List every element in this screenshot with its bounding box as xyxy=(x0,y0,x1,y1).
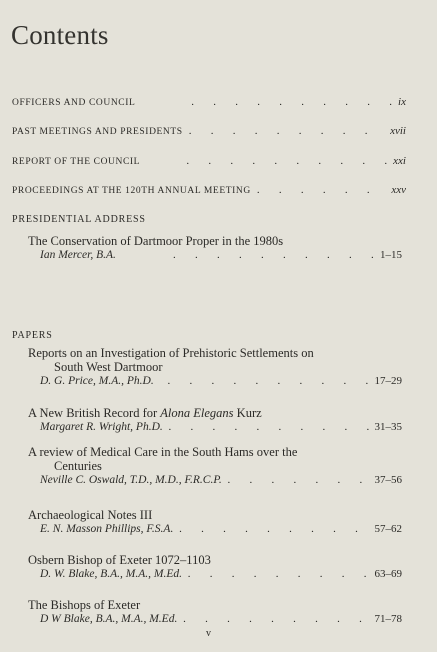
entry-title: The Conservation of Dartmoor Proper in the 1980s xyxy=(28,234,284,248)
entry-pages: 63–69 xyxy=(374,568,402,580)
toc-row-report xyxy=(12,155,406,167)
dot-leader xyxy=(183,612,368,626)
entry-author: D. G. Price, M.A., Ph.D. xyxy=(40,375,154,387)
entry-byline xyxy=(28,374,402,388)
toc-row-page: ix xyxy=(398,96,406,108)
dot-leader xyxy=(228,473,369,487)
toc-entry-paper xyxy=(28,553,402,581)
toc-row-page: xxv xyxy=(391,184,406,196)
toc-row-page: xvii xyxy=(390,125,406,137)
entry-pages: 37–56 xyxy=(374,474,402,486)
entry-byline xyxy=(28,473,402,487)
entry-pages: 71–78 xyxy=(374,613,402,625)
toc-entry-paper xyxy=(28,406,402,434)
entry-title xyxy=(28,346,402,374)
entry-title: Osbern Bishop of Exeter 1072–1103 xyxy=(28,553,211,567)
page-title: Contents xyxy=(11,20,109,50)
entry-byline xyxy=(28,567,402,581)
entry-pages: 17–29 xyxy=(374,375,402,387)
papers-heading: PAPERS xyxy=(12,330,53,341)
toc-row-past-meetings xyxy=(12,125,406,137)
entry-title-line: Reports on an Investigation of Prehistoric Settlements on xyxy=(28,346,314,360)
dot-leader xyxy=(122,248,374,262)
toc-entry-paper xyxy=(28,508,402,536)
entry-pages: 1–15 xyxy=(380,249,402,261)
entry-byline xyxy=(28,612,402,626)
toc-entry-paper xyxy=(28,445,402,487)
entry-author: D W Blake, B.A., M.A., M.Ed. xyxy=(40,613,178,625)
dot-leader xyxy=(169,420,369,434)
dot-leader xyxy=(257,184,386,196)
dot-leader xyxy=(141,96,392,108)
entry-pages: 31–35 xyxy=(374,421,402,433)
entry-byline xyxy=(28,522,402,536)
toc-row-label: OFFICERS AND COUNCIL xyxy=(12,98,136,108)
entry-title xyxy=(28,406,402,420)
dot-leader xyxy=(160,374,369,388)
toc-row-label: PROCEEDINGS AT THE 120TH ANNUAL MEETING xyxy=(12,186,251,196)
toc-row-proceedings xyxy=(12,184,406,196)
dot-leader xyxy=(188,567,368,581)
entry-title-continuation: South West Dartmoor xyxy=(54,360,163,374)
page-folio: v xyxy=(206,628,211,639)
toc-entry-paper xyxy=(28,598,402,626)
toc-row-page: xxi xyxy=(393,155,406,167)
presidential-heading: PRESIDENTIAL ADDRESS xyxy=(12,214,146,225)
entry-author: D. W. Blake, B.A., M.A., M.Ed. xyxy=(40,568,183,580)
dot-leader xyxy=(189,125,384,137)
dot-leader xyxy=(179,522,368,536)
toc-row-label: PAST MEETINGS AND PRESIDENTS xyxy=(12,127,183,137)
entry-title-authority: Kurz xyxy=(233,406,262,420)
dot-leader xyxy=(146,155,387,167)
toc-row-label: REPORT OF THE COUNCIL xyxy=(12,157,141,167)
entry-title: The Bishops of Exeter xyxy=(28,598,141,612)
entry-title-line: A New British Record for xyxy=(28,406,161,420)
entry-author: E. N. Masson Phillips, F.S.A. xyxy=(40,523,174,535)
entry-pages: 57–62 xyxy=(374,523,402,535)
entry-byline xyxy=(28,420,402,434)
toc-entry-presidential xyxy=(28,234,402,262)
entry-title-species: Alona Elegans xyxy=(160,406,234,420)
entry-title-line: A review of Medical Care in the South Hams over the xyxy=(28,445,298,459)
entry-title xyxy=(28,445,402,473)
entry-author: Neville C. Oswald, T.D., M.D., F.R.C.P. xyxy=(40,474,222,486)
entry-title: Archaeological Notes III xyxy=(28,508,153,522)
entry-title-continuation: Centuries xyxy=(54,459,102,473)
entry-byline xyxy=(28,248,402,262)
entry-author: Margaret R. Wright, Ph.D. xyxy=(40,421,163,433)
toc-entry-paper xyxy=(28,346,402,388)
entry-author: Ian Mercer, B.A. xyxy=(40,249,116,261)
toc-row-officers xyxy=(12,96,406,108)
